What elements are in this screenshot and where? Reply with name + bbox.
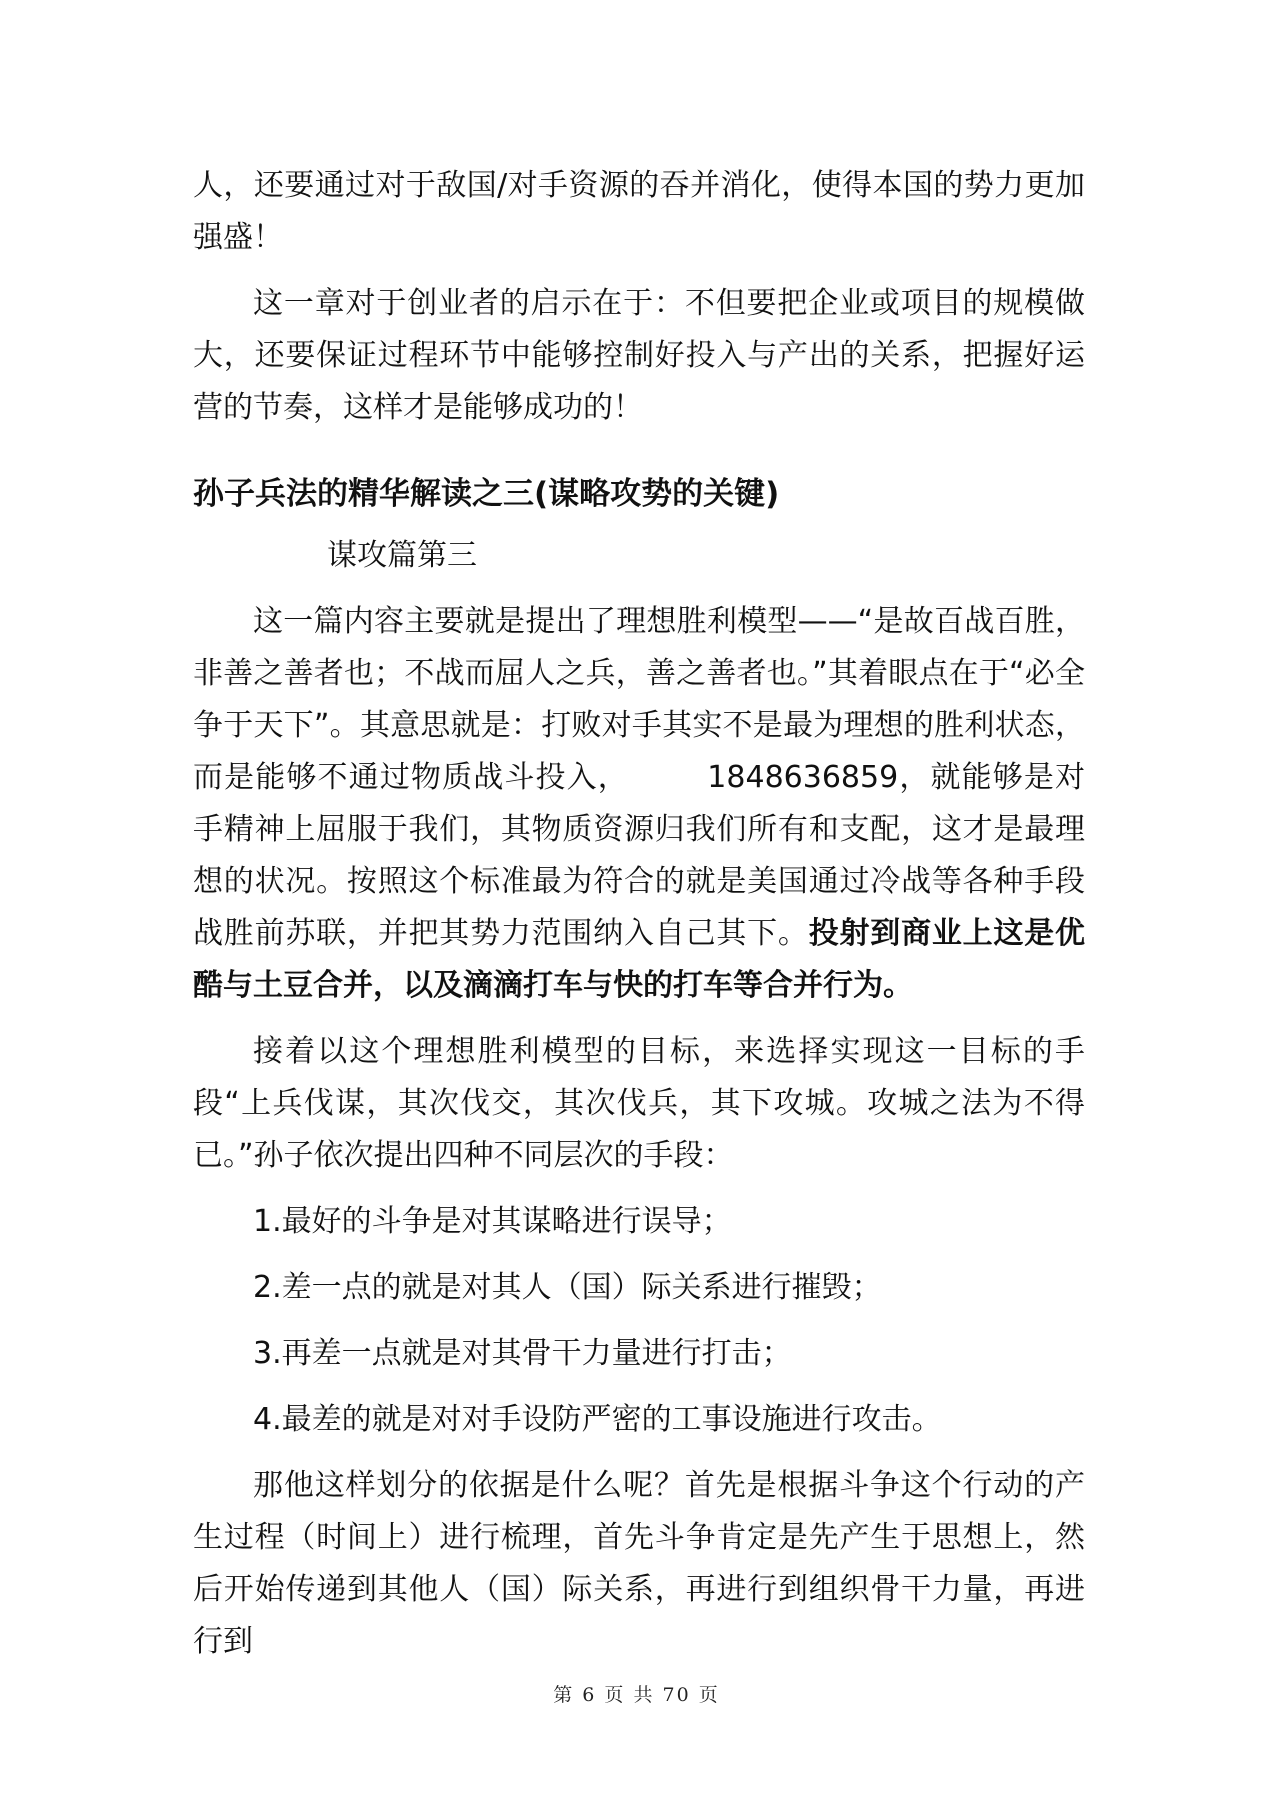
paragraph-victory-model-text: 这一篇内容主要就是提出了理想胜利模型——“是故百战百胜，非善之善者也；不战而屈人之兵，善之善者也。”其着眼点在于“必全争于天下”。其意思就是：打败对手其实不是最为理想的胜利状态，而是能够不通过物质战斗投入， 1848636859，就能够是对手精神上屈服于我们，其物质资源归我们所有和支配，这才是最理想的状况。按照这个标准最为符合的就是美国通过冷战等各种手段战胜前苏联，并把其势力范围纳入自己其下。	[193, 604, 1085, 951]
page-content	[193, 160, 1085, 1668]
list-item: 3.再差一点就是对其骨干力量进行打击；	[253, 1336, 792, 1371]
paragraph-victory-model	[193, 596, 1085, 1012]
paragraph-victory-model-bold: 投射到商业上这是优酷与土豆合并，以及滴滴打车与快的打车等合并行为。	[193, 916, 1086, 1003]
paragraph-entrepreneur-insight: 这一章对于创业者的启示在于：不但要把企业或项目的规模做大，还要保证过程环节中能够控制好投入与产出的关系，把握好运营的节奏，这样才是能够成功的！	[193, 286, 1085, 425]
paragraph-methods-intro: 接着以这个理想胜利模型的目标，来选择实现这一目标的手段“上兵伐谋，其次伐交，其次伐兵，其下攻城。攻城之法为不得已。”孙子依次提出四种不同层次的手段：	[193, 1034, 1085, 1173]
paragraph-continued: 人，还要通过对于敌国/对手资源的吞并消化，使得本国的势力更加强盛！	[193, 168, 1085, 255]
page-footer: 第 6 页 共 70 页	[553, 1684, 720, 1706]
list-item: 2.差一点的就是对其人（国）际关系进行摧毁；	[253, 1270, 882, 1305]
section-heading: 孙子兵法的精华解读之三(谋略攻势的关键)	[193, 476, 780, 512]
paragraph-basis: 那他这样划分的依据是什么呢？首先是根据斗争这个行动的产生过程（时间上）进行梳理，首先斗争肯定是先产生于思想上，然后开始传递到其他人（国）际关系，再进行到组织骨干力量，再进行到	[193, 1468, 1085, 1659]
list-item: 4.最差的就是对对手设防严密的工事设施进行攻击。	[253, 1402, 942, 1437]
list-item: 1.最好的斗争是对其谋略进行误导；	[253, 1204, 732, 1239]
chapter-subheading: 谋攻篇第三	[327, 538, 477, 573]
